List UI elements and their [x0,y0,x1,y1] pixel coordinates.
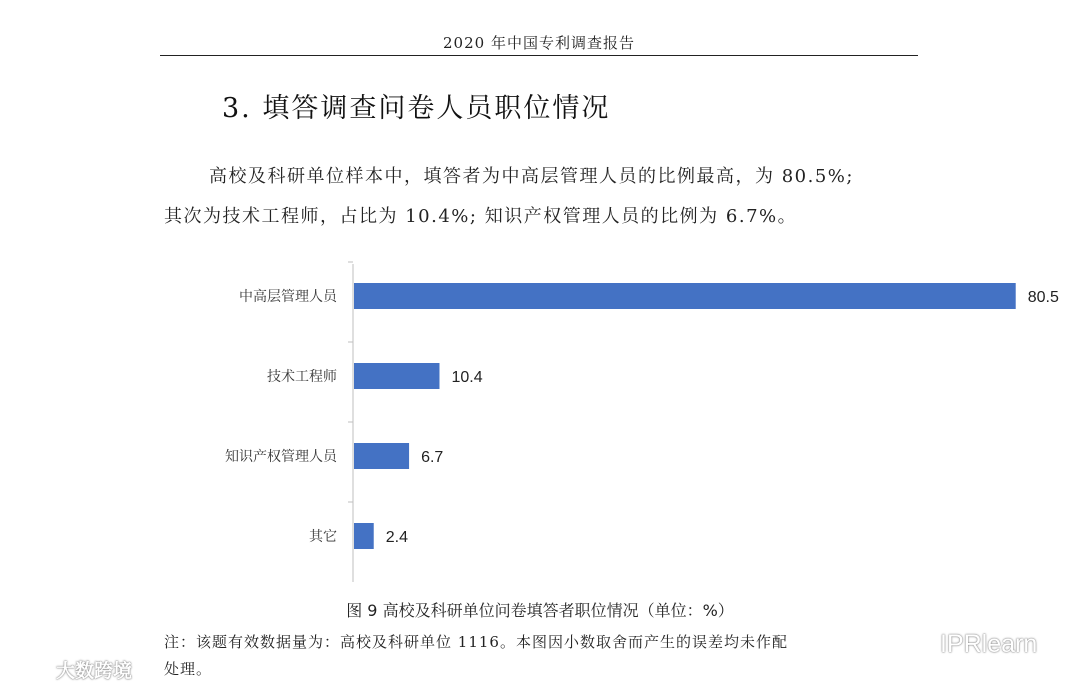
value-label: 10.4 [451,369,483,386]
bar [354,363,439,389]
value-label: 6.7 [421,449,444,466]
header-rule [160,55,918,56]
running-header: 2020 年中国专利调查报告 [443,34,635,52]
body-paragraph-line-2: 其次为技术工程师，占比为 10.4%; 知识产权管理人员的比例为 6.7%。 [164,206,798,227]
category-label: 其它 [309,529,337,545]
brand-logo-icon [6,658,50,682]
body-paragraph-line-1: 高校及科研单位样本中，填答者为中高层管理人员的比例最高，为 80.5%; [209,166,854,187]
bar [354,443,409,469]
watermark-right-text: IPRlearn [940,630,1038,658]
watermark-left [6,656,132,683]
bar [354,523,374,549]
category-label: 中高层管理人员 [239,289,337,305]
category-label: 技术工程师 [267,369,337,385]
bar-chart [160,262,1059,592]
figure-caption: 图 9 高校及科研单位问卷填答者职位情况（单位：%） [346,601,734,620]
category-label: 知识产权管理人员 [225,449,337,465]
value-label: 80.5 [1027,289,1059,306]
note-line-1: 注：该题有效数据量为：高校及科研单位 1116。本图因小数取舍而产生的误差均未作配 [164,633,788,651]
section-title: 3. 填答调查问卷人员职位情况 [222,93,611,124]
bar [354,283,1016,309]
value-label: 2.4 [385,529,408,546]
note-line-2: 处理。 [164,660,213,678]
watermark-left-text: 大数跨境 [56,660,133,682]
wechat-icon [900,631,934,659]
watermark-right [900,630,1037,659]
